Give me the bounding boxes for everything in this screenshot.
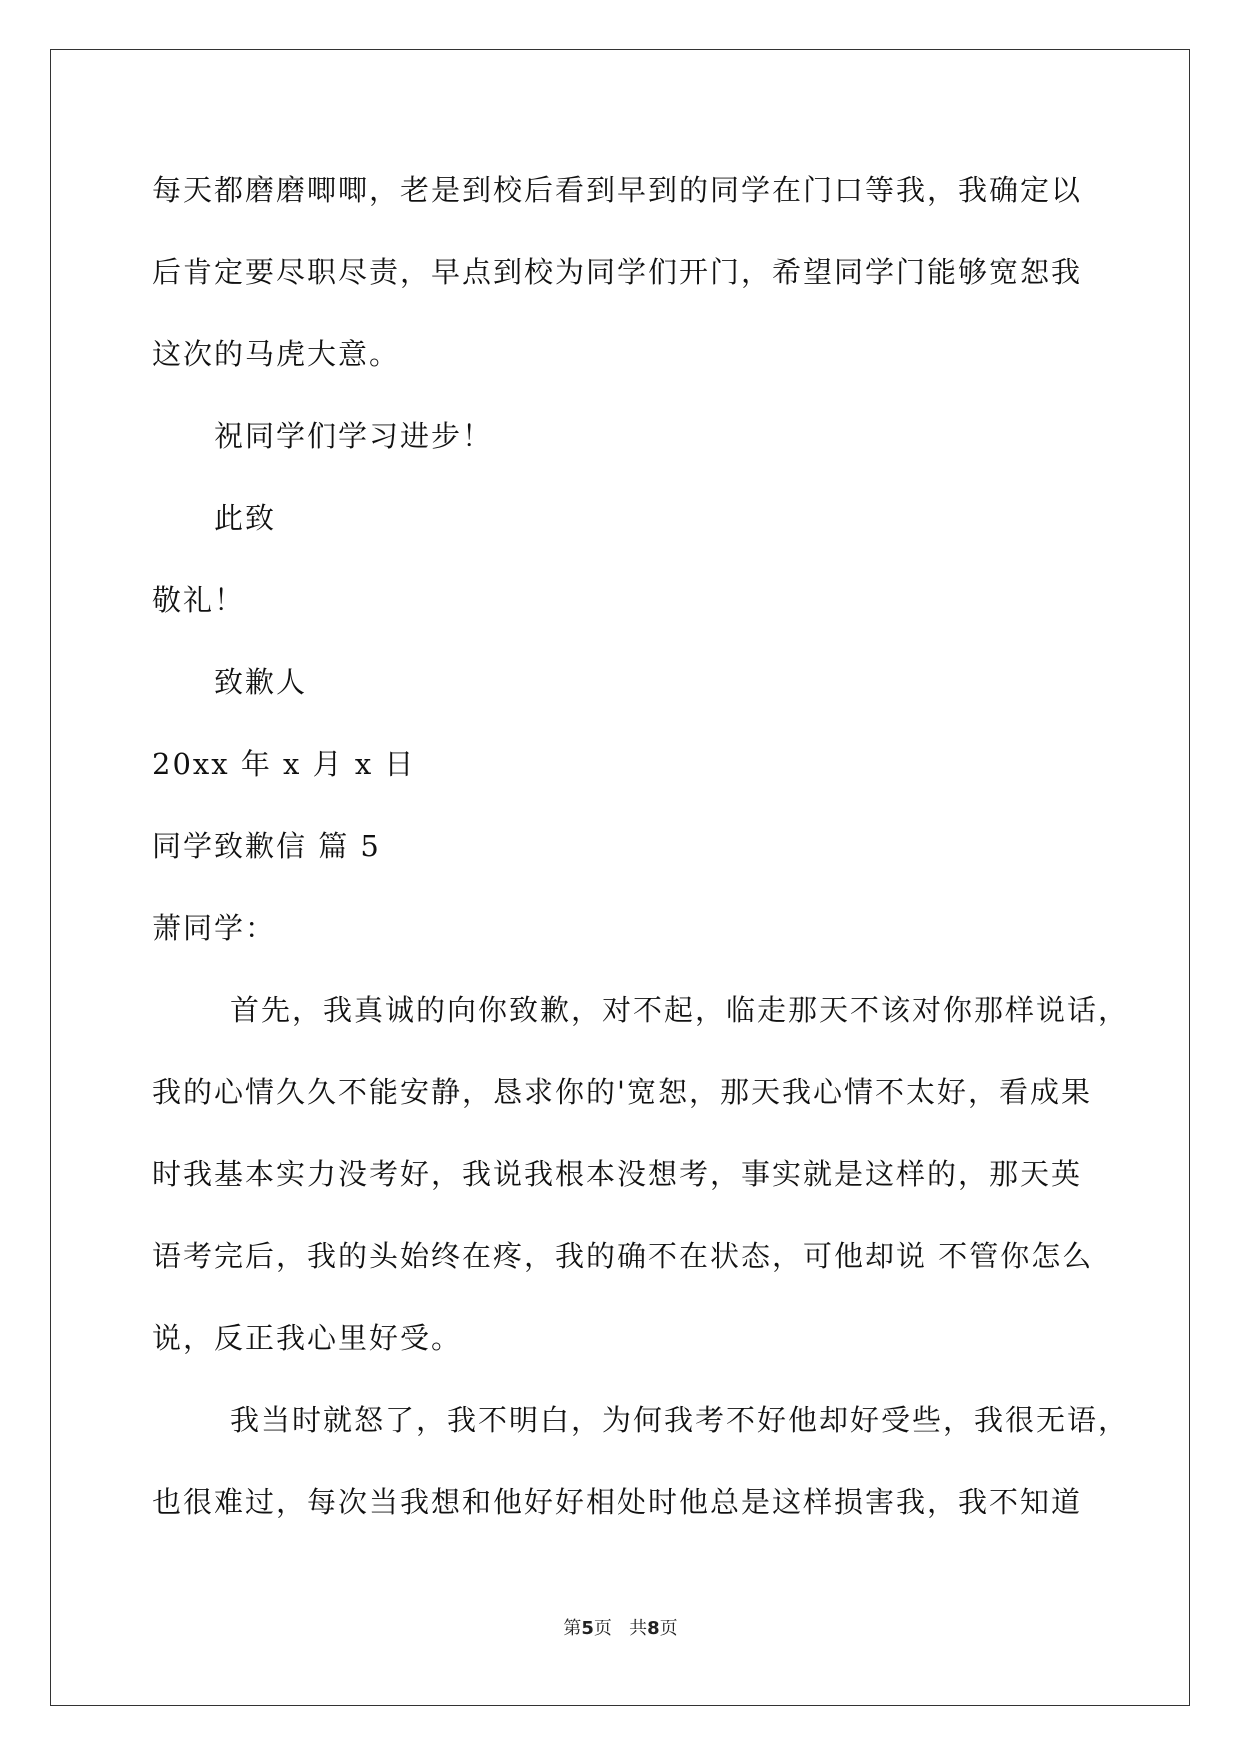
footer-page-number: 5: [581, 1618, 594, 1639]
body-line-11: 首先，我真诚的向你致歉，对不起，临走那天不该对你那样说话，: [230, 993, 1130, 1027]
date-line: 20xx 年 x 月 x 日: [152, 747, 416, 781]
body-line-2: 后肯定要尽职尽责，早点到校为同学们开门，希望同学门能够宽恕我: [152, 255, 1083, 289]
body-line-16: 我当时就怒了，我不明白，为何我考不好他却好受些，我很无语，: [230, 1403, 1130, 1437]
body-line-1: 每天都磨磨唧唧，老是到校后看到早到的同学在门口等我，我确定以: [152, 173, 1083, 207]
closing-jingli: 敬礼！: [152, 583, 246, 617]
body-line-12: 我的心情久久不能安静，恳求你的'宽恕，那天我心情不太好，看成果: [152, 1075, 1092, 1109]
closing-wish: 祝同学们学习进步！: [214, 419, 494, 453]
section-title: 同学致歉信 篇 5: [152, 829, 381, 863]
body-line-13: 时我基本实力没考好，我说我根本没想考，事实就是这样的，那天英: [152, 1157, 1083, 1191]
page-frame: [50, 49, 1190, 1706]
closing-cizhi: 此致: [214, 501, 277, 535]
footer-prefix: 第: [563, 1618, 582, 1639]
footer-total-pages: 8: [647, 1618, 660, 1639]
body-line-14: 语考完后，我的头始终在疼，我的确不在状态，可他却说 不管你怎么: [152, 1239, 1094, 1273]
footer-total-suffix: 页: [659, 1618, 678, 1639]
signature-label: 致歉人: [214, 665, 308, 699]
page-footer: [0, 1614, 1241, 1640]
body-line-15: 说，反正我心里好受。: [152, 1321, 463, 1355]
salutation: 萧同学：: [152, 911, 277, 945]
footer-total-prefix: 共: [629, 1618, 648, 1639]
body-line-3: 这次的马虎大意。: [152, 337, 401, 371]
body-line-17: 也很难过，每次当我想和他好好相处时他总是这样损害我，我不知道: [152, 1485, 1083, 1519]
footer-page-suffix: 页: [593, 1618, 612, 1639]
